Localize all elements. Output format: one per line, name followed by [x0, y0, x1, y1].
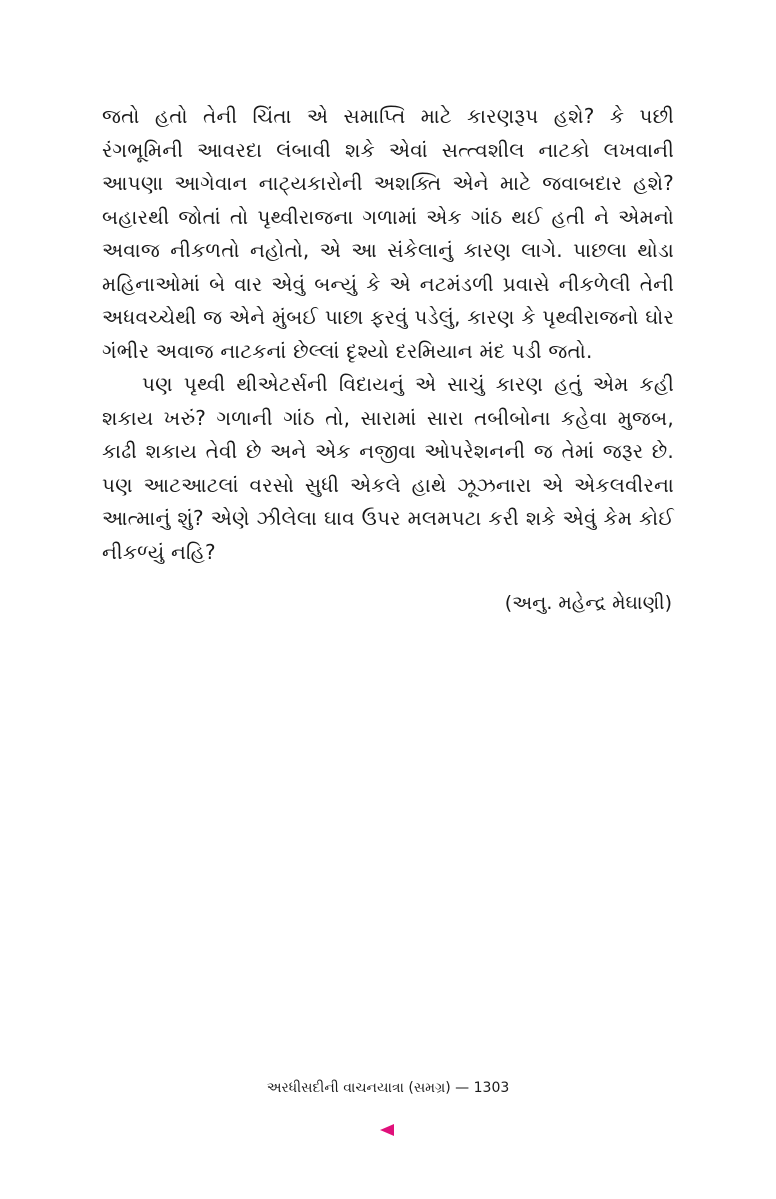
paragraph-2: પણ પૃથ્વી થીએટર્સની વિદાયનું એ સાચું કારણ હતું એમ કહી શકાય ખરું? ગળાની ગાંઠ તો, સારામાં સારા તબીબોના કહેવા મુજબ, કાઢી શકાય તેવી છે અને એક નજીવા ઓપરેશનની જ તેમાં જરૂર છે. પણ આટઆટલાં વરસો સુધી એકલે હાથે ઝૂઝનારા એ એકલવીરના આત્માનું શું? એણે ઝીલેલા ઘાવ ઉપર મલમપટા કરી શકે એવું કેમ કોઈ નીકળ્યું નહિ? [102, 372, 674, 564]
paragraph-1: જતો હતો તેની ચિંતા એ સમાપ્તિ માટે કારણરૂપ હશે? કે પછી રંગભૂમિની આવરદા લંબાવી શકે એવાં સત્ત્વશીલ નાટકો લખવાની આપણા આગેવાન નાટ્યકારોની અશક્તિ એને માટે જવાબદાર હશે? બહારથી જોતાં તો પૃથ્વીરાજના ગળામાં એક ગાંઠ થઈ હતી ને એમનો અવાજ નીકળતો નહોતો, એ આ સંકેલાનું કારણ લાગે. પાછલા થોડા મહિનાઓમાં બે વાર એવું બન્યું કે એ નટમંડળી પ્રવાસે નીકળેલી તેની અધવચ્ચેથી જ એને મુંબઈ પાછા ફરવું પડેલું, કારણ કે પૃથ્વીરાજનો ઘોર ગંભીર અવાજ નાટકનાં છેલ્લાં દૃશ્યો દરમિયાન મંદ પડી જતો. [102, 104, 674, 363]
page-footer: અરધીસદીની વાચનયાત્રા (સમગ્ર) — 1303 [266, 1080, 510, 1096]
previous-page-arrow-icon[interactable] [380, 1124, 394, 1136]
main-text [102, 100, 674, 569]
attribution: (અનુ. મહેન્દ્ર મેઘાણી) [504, 592, 672, 614]
